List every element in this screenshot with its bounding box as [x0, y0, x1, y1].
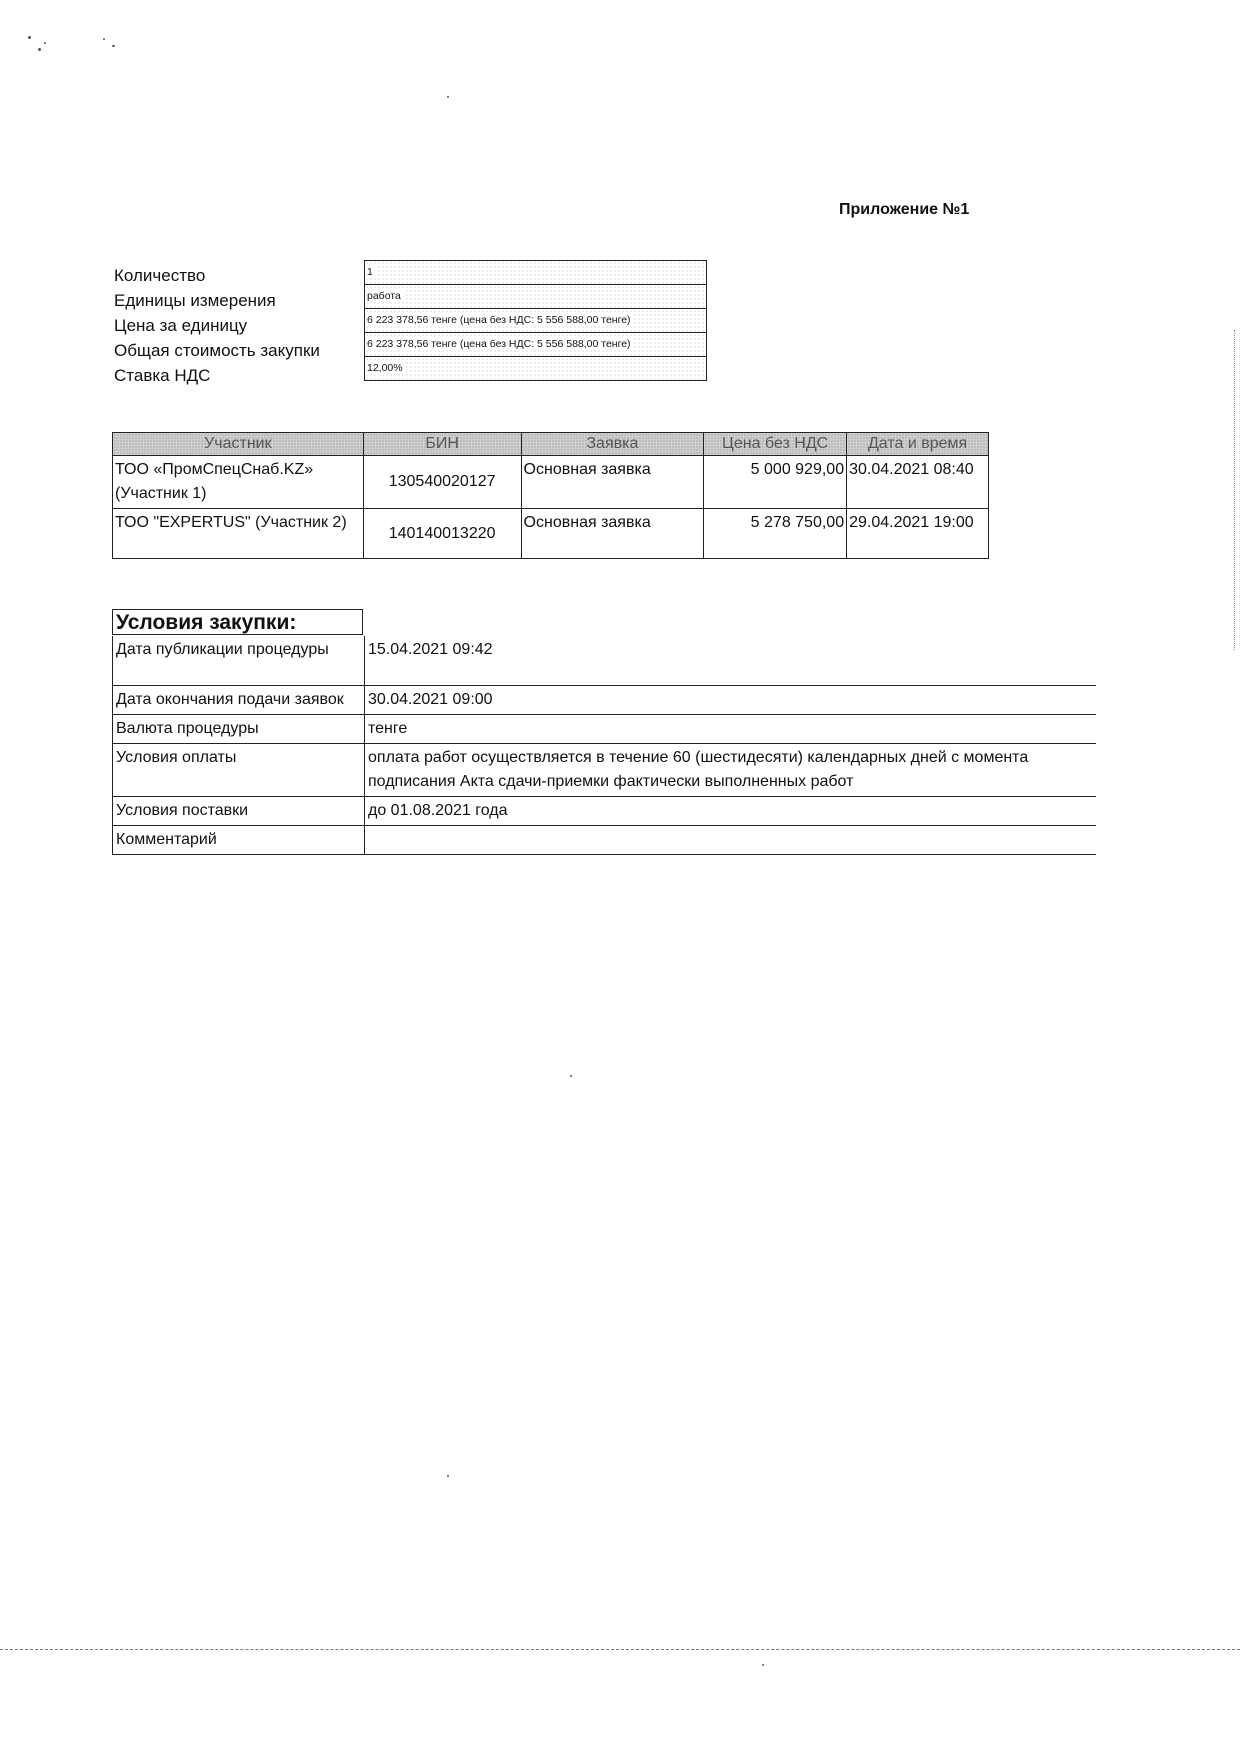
currency-value: тенге [365, 715, 1097, 744]
unit-price-value: 6 223 378,56 тенге (цена без НДС: 5 556 588,00 тенге) [365, 309, 706, 333]
scan-speck [38, 48, 41, 51]
participant-name: ТОО «ПромСпецСнаб.KZ» (Участник 1) [113, 456, 364, 509]
annex-title: Приложение №1 [839, 201, 970, 218]
scan-margin-line [1234, 330, 1235, 650]
participant-price: 5 000 929,00 [704, 456, 847, 509]
unit-price-label: Цена за единицу [114, 316, 248, 335]
comment-label: Комментарий [113, 826, 365, 855]
deadline-value: 30.04.2021 09:00 [365, 686, 1097, 715]
delivery-terms-value: до 01.08.2021 года [365, 797, 1097, 826]
unit-value: работа [365, 285, 706, 309]
payment-terms-value: оплата работ осуществляется в течение 60 (шестидесяти) календарных дней с момента подписания Акта сдачи-приемки фактически выполненных работ [365, 744, 1097, 797]
deadline-label: Дата окончания подачи заявок [113, 686, 365, 715]
scan-speck [447, 96, 449, 98]
comment-value [365, 826, 1097, 855]
participant-bin: 140140013220 [363, 509, 521, 559]
item-info-labels [114, 263, 320, 388]
scan-speck [570, 1075, 572, 1077]
total-cost-value: 6 223 378,56 тенге (цена без НДС: 5 556 588,00 тенге) [365, 333, 706, 357]
table-row [113, 456, 989, 509]
participant-column-header: Участник [113, 433, 364, 456]
total-cost-label: Общая стоимость закупки [114, 341, 320, 360]
scan-speck [28, 36, 31, 39]
table-row [113, 636, 1097, 686]
price-column-header: Цена без НДС [704, 433, 847, 456]
table-row [113, 826, 1097, 855]
table-row [113, 797, 1097, 826]
publication-date-label: Дата публикации процедуры [113, 636, 365, 686]
participant-datetime: 30.04.2021 08:40 [847, 456, 989, 509]
vat-rate-value: 12,00% [365, 357, 706, 380]
quantity-value: 1 [365, 261, 706, 285]
vat-rate-label: Ставка НДС [114, 366, 211, 385]
scan-speck [44, 42, 46, 44]
scan-speck [112, 45, 115, 47]
delivery-terms-label: Условия поставки [113, 797, 365, 826]
bid-column-header: Заявка [521, 433, 704, 456]
table-row [113, 509, 989, 559]
scan-speck [447, 1475, 449, 1477]
scan-speck [762, 1664, 764, 1666]
datetime-column-header: Дата и время [847, 433, 989, 456]
conditions-table [112, 636, 1096, 855]
conditions-title: Условия закупки: [112, 609, 363, 635]
table-row [113, 686, 1097, 715]
scan-edge-line [0, 1649, 1240, 1650]
participant-bid: Основная заявка [521, 509, 704, 559]
table-row [113, 744, 1097, 797]
unit-label: Единицы измерения [114, 291, 276, 310]
payment-terms-label: Условия оплаты [113, 744, 365, 797]
currency-label: Валюта процедуры [113, 715, 365, 744]
participant-datetime: 29.04.2021 19:00 [847, 509, 989, 559]
participants-header-row [113, 433, 989, 456]
participant-name: ТОО "EXPERTUS" (Участник 2) [113, 509, 364, 559]
table-row [113, 715, 1097, 744]
bin-column-header: БИН [363, 433, 521, 456]
item-info-values [364, 260, 707, 381]
participant-bin: 130540020127 [363, 456, 521, 509]
participant-price: 5 278 750,00 [704, 509, 847, 559]
participant-bid: Основная заявка [521, 456, 704, 509]
scan-speck [103, 38, 105, 40]
participants-table [112, 432, 989, 559]
quantity-label: Количество [114, 266, 206, 285]
publication-date-value: 15.04.2021 09:42 [365, 636, 1097, 686]
